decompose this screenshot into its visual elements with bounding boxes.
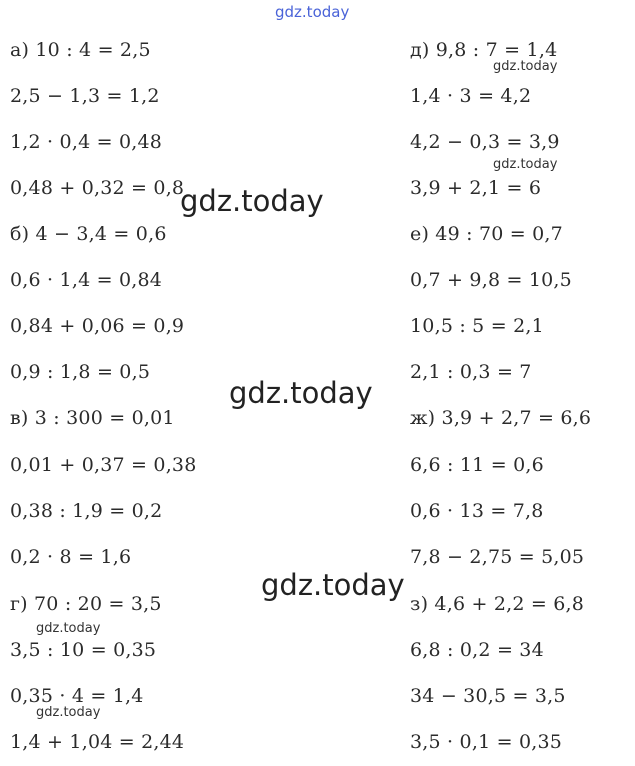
equation-right-14: 6,8 : 0,2 = 34 bbox=[410, 639, 544, 661]
equation-right-16: 3,5 · 0,1 = 0,35 bbox=[410, 731, 563, 753]
equation-left-8: 0,9 : 1,8 = 0,5 bbox=[10, 361, 151, 383]
equation-right-3: 4,2 − 0,3 = 3,9 bbox=[410, 131, 560, 153]
watermark-small-3: gdz.today bbox=[36, 621, 101, 636]
equation-left-4: 0,48 + 0,32 = 0,8 bbox=[10, 177, 185, 199]
equation-left-1: а) 10 : 4 = 2,5 bbox=[10, 39, 151, 61]
equation-right-9: ж) 3,9 + 2,7 = 6,6 bbox=[410, 407, 592, 429]
equation-right-1: д) 9,8 : 7 = 1,4 bbox=[410, 39, 558, 61]
equation-right-13: з) 4,6 + 2,2 = 6,8 bbox=[410, 593, 585, 615]
equation-right-5: е) 49 : 70 = 0,7 bbox=[410, 223, 563, 245]
equation-left-16: 1,4 + 1,04 = 2,44 bbox=[10, 731, 185, 753]
equation-right-8: 2,1 : 0,3 = 7 bbox=[410, 361, 532, 383]
equation-left-11: 0,38 : 1,9 = 0,2 bbox=[10, 500, 163, 522]
equation-left-2: 2,5 − 1,3 = 1,2 bbox=[10, 85, 160, 107]
equation-left-14: 3,5 : 10 = 0,35 bbox=[10, 639, 157, 661]
watermark-big-2: gdz.today bbox=[229, 376, 373, 410]
equation-left-15: 0,35 · 4 = 1,4 bbox=[10, 685, 144, 707]
watermark-big-3: gdz.today bbox=[261, 568, 405, 602]
equation-left-9: в) 3 : 300 = 0,01 bbox=[10, 407, 175, 429]
equation-left-5: б) 4 − 3,4 = 0,6 bbox=[10, 223, 167, 245]
equation-left-7: 0,84 + 0,06 = 0,9 bbox=[10, 315, 185, 337]
equation-right-15: 34 − 30,5 = 3,5 bbox=[410, 685, 566, 707]
equation-left-3: 1,2 · 0,4 = 0,48 bbox=[10, 131, 163, 153]
equation-left-6: 0,6 · 1,4 = 0,84 bbox=[10, 269, 163, 291]
equation-left-10: 0,01 + 0,37 = 0,38 bbox=[10, 454, 197, 476]
watermark-small-1: gdz.today bbox=[493, 59, 558, 74]
watermark-top: gdz.today bbox=[275, 3, 350, 21]
equation-right-11: 0,6 · 13 = 7,8 bbox=[410, 500, 544, 522]
equation-right-10: 6,6 : 11 = 0,6 bbox=[410, 454, 544, 476]
watermark-small-2: gdz.today bbox=[493, 157, 558, 172]
equation-left-12: 0,2 · 8 = 1,6 bbox=[10, 546, 132, 568]
watermark-small-4: gdz.today bbox=[36, 705, 101, 720]
equation-right-6: 0,7 + 9,8 = 10,5 bbox=[410, 269, 572, 291]
equation-right-7: 10,5 : 5 = 2,1 bbox=[410, 315, 544, 337]
watermark-big-1: gdz.today bbox=[180, 184, 324, 218]
equation-left-13: г) 70 : 20 = 3,5 bbox=[10, 593, 162, 615]
equation-right-12: 7,8 − 2,75 = 5,05 bbox=[410, 546, 585, 568]
equation-right-4: 3,9 + 2,1 = 6 bbox=[410, 177, 542, 199]
equation-right-2: 1,4 · 3 = 4,2 bbox=[410, 85, 532, 107]
